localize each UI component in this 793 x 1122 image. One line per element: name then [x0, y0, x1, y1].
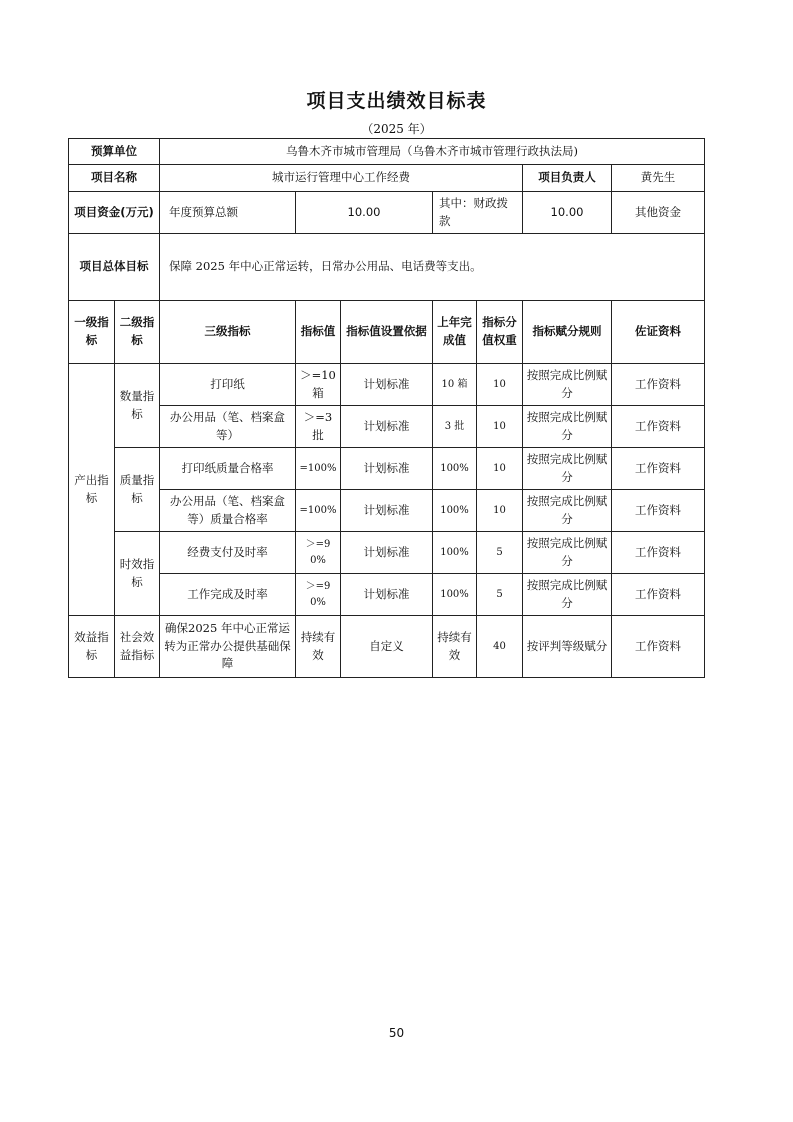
indicator-rule: 按照完成比例赋分	[523, 406, 612, 448]
table-row	[69, 490, 705, 532]
budget-unit-value: 乌鲁木齐市城市管理局（乌鲁木齐市城市管理行政执法局)	[160, 139, 705, 165]
group-social: 社会效益指标	[115, 616, 160, 678]
budget-unit-row	[69, 139, 705, 165]
table-row	[69, 364, 705, 406]
indicator-last-year: 3 批	[433, 406, 477, 448]
indicator-name: 经费支付及时率	[160, 532, 296, 574]
indicator-rule: 按照完成比例赋分	[523, 448, 612, 490]
project-name-row	[69, 165, 705, 192]
indicator-weight: 10	[477, 490, 523, 532]
indicator-evidence: 工作资料	[612, 406, 705, 448]
header-rule: 指标赋分规则	[523, 301, 612, 364]
project-funds-row	[69, 192, 705, 234]
project-funds-label: 项目资金(万元)	[69, 192, 160, 234]
indicator-weight: 10	[477, 406, 523, 448]
indicator-last-year: 100%	[433, 532, 477, 574]
indicator-basis: 自定义	[341, 616, 433, 678]
table-row	[69, 574, 705, 616]
indicator-last-year: 100%	[433, 574, 477, 616]
group-timeliness: 时效指标	[115, 532, 160, 616]
indicator-evidence: 工作资料	[612, 448, 705, 490]
table-row	[69, 616, 705, 678]
indicator-value: ＞=10 箱	[296, 364, 341, 406]
indicator-basis: 计划标准	[341, 364, 433, 406]
indicator-rule: 按照完成比例赋分	[523, 532, 612, 574]
header-value: 指标值	[296, 301, 341, 364]
page-number: 50	[388, 1026, 405, 1040]
indicator-value: 持续有效	[296, 616, 341, 678]
indicator-rule: 按照完成比例赋分	[523, 490, 612, 532]
indicator-evidence: 工作资料	[612, 532, 705, 574]
overall-goal-value: 保障 2025 年中心正常运转，日常办公用品、电话费等支出。	[160, 234, 705, 301]
group-quantity: 数量指标	[115, 364, 160, 448]
indicator-basis: 计划标准	[341, 574, 433, 616]
header-level1: 一级指标	[69, 301, 115, 364]
table-year: （2025 年）	[361, 122, 432, 136]
indicator-value: =100%	[296, 490, 341, 532]
table-row	[69, 532, 705, 574]
header-row	[69, 301, 705, 364]
header-level2: 二级指标	[115, 301, 160, 364]
indicator-weight: 10	[477, 364, 523, 406]
header-level3: 三级指标	[160, 301, 296, 364]
indicator-value: ＞=3 批	[296, 406, 341, 448]
indicator-last-year: 持续有效	[433, 616, 477, 678]
indicator-weight: 10	[477, 448, 523, 490]
indicator-name: 办公用品（笔、档案盒等）质量合格率	[160, 490, 296, 532]
table-row	[69, 406, 705, 448]
indicator-name: 打印纸质量合格率	[160, 448, 296, 490]
indicator-rule: 按评判等级赋分	[523, 616, 612, 678]
indicator-basis: 计划标准	[341, 490, 433, 532]
project-lead-value: 黄先生	[612, 165, 705, 192]
annual-total-label: 年度预算总额	[160, 192, 296, 234]
header-evidence: 佐证资料	[612, 301, 705, 364]
indicator-basis: 计划标准	[341, 448, 433, 490]
fiscal-allocation-label: 其中：财政拨款	[433, 192, 523, 234]
project-lead-label: 项目负责人	[523, 165, 612, 192]
annual-total-value: 10.00	[296, 192, 433, 234]
group-quality: 质量指标	[115, 448, 160, 532]
header-weight: 指标分值权重	[477, 301, 523, 364]
budget-unit-label: 预算单位	[69, 139, 160, 165]
other-funds-label: 其他资金	[612, 192, 705, 234]
project-name-value: 城市运行管理中心工作经费	[160, 165, 523, 192]
indicator-weight: 5	[477, 532, 523, 574]
indicator-basis: 计划标准	[341, 406, 433, 448]
group-output: 产出指标	[69, 364, 115, 616]
indicator-value: ＞=90%	[296, 574, 341, 616]
indicator-basis: 计划标准	[341, 532, 433, 574]
indicator-name: 确保2025 年中心正常运转为正常办公提供基础保障	[160, 616, 296, 678]
indicator-name: 打印纸	[160, 364, 296, 406]
indicator-evidence: 工作资料	[612, 490, 705, 532]
indicator-name: 工作完成及时率	[160, 574, 296, 616]
indicator-evidence: 工作资料	[612, 616, 705, 678]
indicator-evidence: 工作资料	[612, 364, 705, 406]
table-title: 项目支出绩效目标表	[306, 90, 487, 112]
table-row	[69, 448, 705, 490]
indicator-evidence: 工作资料	[612, 574, 705, 616]
fiscal-allocation-value: 10.00	[523, 192, 612, 234]
indicator-weight: 40	[477, 616, 523, 678]
indicator-name: 办公用品（笔、档案盒等）	[160, 406, 296, 448]
header-last-year: 上年完成值	[433, 301, 477, 364]
group-benefit: 效益指标	[69, 616, 115, 678]
indicator-last-year: 100%	[433, 490, 477, 532]
performance-table	[68, 138, 705, 678]
indicator-rule: 按照完成比例赋分	[523, 364, 612, 406]
indicator-weight: 5	[477, 574, 523, 616]
indicator-value: ＞=90%	[296, 532, 341, 574]
indicator-last-year: 100%	[433, 448, 477, 490]
indicator-rule: 按照完成比例赋分	[523, 574, 612, 616]
header-basis: 指标值设置依据	[341, 301, 433, 364]
project-name-label: 项目名称	[69, 165, 160, 192]
overall-goal-label: 项目总体目标	[69, 234, 160, 301]
indicator-last-year: 10 箱	[433, 364, 477, 406]
indicator-value: =100%	[296, 448, 341, 490]
overall-goal-row	[69, 234, 705, 301]
